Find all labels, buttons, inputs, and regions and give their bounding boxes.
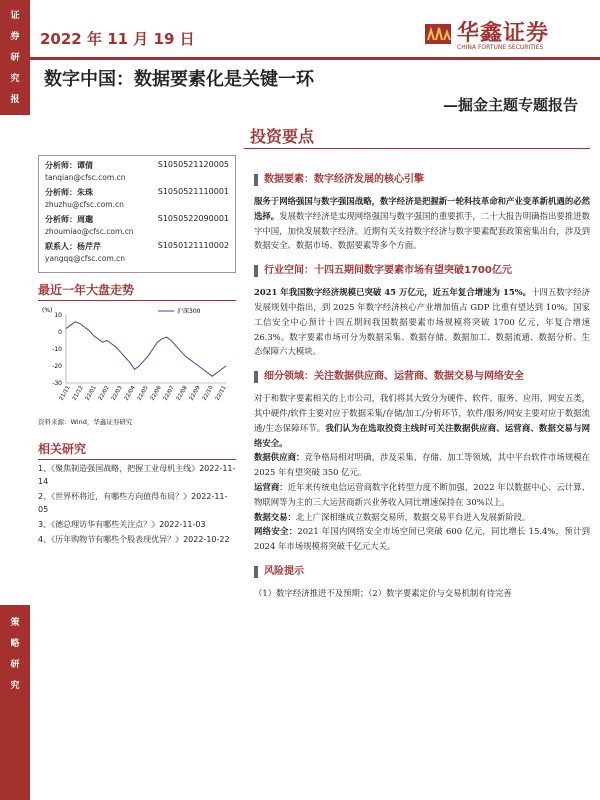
analyst-name: 联系人：杨芹芹 [45, 242, 101, 251]
y-axis-unit: (%) [42, 307, 53, 314]
x-tick-label: 22/11 [214, 385, 228, 402]
sidebar-char: 研 [10, 53, 20, 63]
section-heading [254, 369, 590, 385]
report-title: 数字中国：数据要素化是关键一环 [44, 69, 314, 90]
subitem-text: 竞争格局相对明确，涉及采集、存储、加工等领域，其中平台软件市场规模在 2025 年有望突破 350 亿元。 [254, 452, 590, 478]
sidebar-char: 告 [10, 116, 20, 126]
series-line [66, 322, 226, 376]
subitem-text: 2021 年国内网络安全市场空间已突破 600 亿元，同比增长 15.4%，预计到 2024 年市场规模将突破千亿元大关。 [254, 526, 590, 552]
body-text: （1）数字经济推进不及预期；（2）数字要素定价与交易机制有待完善 [254, 587, 512, 598]
analyst-name: 分析师：谭倩 [45, 161, 93, 170]
body-text: 发展数字经济是实现网络强国与数字强国的重要抓手，二十大报告明确指出要推进数字中国，加快发展数字经济。近期有关支持数字经济与数字要素配套政策密集出台，涉及到数据安全、数据市场、数据要素等多个方面。 [254, 210, 590, 251]
subitem [254, 510, 590, 525]
sidebar-bottom-text [0, 605, 30, 697]
subitem [254, 524, 590, 554]
x-tick-label: 22/03 [110, 385, 124, 402]
sidebar-top-text [0, 0, 30, 132]
heading-bar [254, 265, 258, 277]
x-tick-label: 21/11 [58, 385, 72, 402]
legend-label: 沪深300 [177, 308, 201, 315]
x-tick-label: 22/06 [149, 385, 163, 402]
section-body [254, 391, 590, 450]
subitem-text: 近年来传统电信运营商数字化转型力度不断加强，2022 年以数据中心、云计算、物联网等为主的三大运营商新兴业务收入同比增速保持在 30%以上。 [254, 481, 590, 507]
related-title: 相关研究 [38, 440, 236, 460]
x-tick-label: 22/09 [188, 385, 202, 402]
sidebar-char: 略 [10, 639, 20, 649]
analyst [45, 214, 229, 236]
analyst-name: 分析师：朱珠 [45, 188, 93, 197]
analyst-code: S1050521110001 [157, 187, 229, 196]
x-tick-label: 22/05 [136, 385, 150, 402]
market-chart [38, 305, 236, 415]
analyst-code: S1050521120005 [157, 160, 229, 169]
subitem-label: 数据交易： [254, 511, 296, 522]
sidebar-char: 策 [10, 618, 20, 628]
analyst-name: 分析师：周邈 [45, 215, 93, 224]
subitem [254, 480, 590, 510]
related-item[interactable]: 3、《德总理访华有哪些关注点？》2022-11-03 [38, 520, 206, 529]
x-tick-label: 22/07 [162, 385, 176, 402]
body-text: 对于和数字要素相关的上市公司，我们将其大致分为硬件、软件、服务、应用、网安五类，其中硬件/软件主要对应于数据采集/存储/加工/分析环节，软件/服务/网安主要对应于数据流通/生态保障环节。 [254, 393, 590, 433]
sidebar-char: 究 [10, 681, 20, 691]
sidebar-char: 究 [10, 74, 20, 84]
lead-text: 2021 年我国数字经济规模已突破 45 万亿元，近五年复合增速为 15%。 [254, 287, 532, 298]
x-tick-label: 22/01 [84, 385, 98, 402]
y-tick-label: 0 [58, 329, 62, 336]
section-heading [254, 172, 590, 188]
bold-tail: 我们认为在选取投资主线时可关注数据供应商、运营商、数据交易与网络安全。 [254, 422, 591, 448]
section-heading [254, 564, 590, 580]
heading-bar [254, 371, 258, 383]
report-date: 2022 年 11 月 19 日 [40, 30, 195, 48]
header-rule [30, 57, 600, 60]
sidebar-char: 券 [10, 32, 20, 42]
heading-text: 细分领域：关注数据供应商、运营商、数据交易与网络安全 [264, 371, 524, 383]
analyst [45, 160, 229, 182]
subitem-text: 北上广深相继成立数据交易所，数据交易平台进入发展新阶段。 [295, 511, 531, 522]
heading-bar [254, 566, 258, 578]
chart-svg [38, 305, 236, 415]
section-body [254, 586, 590, 601]
company-logo [425, 14, 590, 54]
subitem-label: 运营商： [254, 481, 288, 492]
y-tick-label: 10 [54, 312, 62, 319]
right-column [254, 172, 590, 611]
x-tick-label: 22/02 [97, 385, 111, 402]
sidebar-top [0, 0, 30, 126]
left-column [38, 155, 236, 546]
logo-subtext: CHINA FORTUNE SECURITIES [457, 44, 544, 51]
subitem [254, 450, 590, 480]
related-item[interactable]: 1、《聚焦制造强国战略，把握工业母机主线》2022-11-14 [38, 464, 236, 486]
sidebar-char: 研 [10, 660, 20, 670]
sidebar-bottom [0, 605, 30, 800]
analyst-code: S1050121110002 [157, 241, 229, 250]
x-tick-label: 22/04 [123, 385, 137, 402]
x-tick-label: 22/08 [175, 385, 189, 402]
analyst-email[interactable]: zhoumiao@cfsc.com.cn [45, 227, 134, 236]
y-tick-label: -20 [52, 363, 62, 370]
analyst [45, 187, 229, 209]
x-tick-label: 21/12 [71, 385, 85, 402]
chart-title: 最近一年大盘走势 [38, 281, 236, 301]
subitem-label: 数据供应商： [254, 452, 305, 463]
analyst-email[interactable]: tanqian@cfsc.com.cn [45, 173, 126, 182]
x-tick-label: 22/10 [201, 385, 215, 402]
chart-source: 资料来源：Wind，华鑫证券研究 [38, 418, 133, 426]
heading-text: 行业空间：十四五期间数字要素市场有望突破1700亿元 [264, 265, 512, 277]
logo-text: 华鑫证券 [457, 21, 550, 46]
subitem-label: 网络安全： [254, 526, 298, 537]
report-subtitle: —掘金主题专题报告 [442, 96, 578, 114]
heading-bar [254, 174, 258, 186]
section-heading [254, 263, 590, 279]
section-body [254, 194, 590, 253]
section-rule [244, 148, 590, 149]
lead-text: 服务于网络强国与数字强国战略，数字经济是把握新一轮科技革命和产业变革新机遇的必然选择。 [254, 196, 590, 221]
related-item[interactable]: 2、《世界杯将近，有哪些方向值得布局？》2022-11-05 [38, 492, 228, 514]
y-tick-label: -10 [52, 346, 62, 353]
heading-text: 数据要素：数字经济发展的核心引擎 [264, 174, 424, 185]
heading-text: 风险提示 [264, 565, 304, 577]
sidebar-char: 报 [10, 95, 20, 105]
related-item[interactable]: 4、《历年购物节有哪些个股表现优异？》2022-10-22 [38, 535, 230, 544]
section-head: 投资要点 [250, 127, 315, 146]
analyst-code: S1050522090001 [157, 214, 229, 223]
analyst [45, 241, 229, 263]
y-tick-label: -30 [52, 380, 62, 387]
body-text: 十四五数字经济发展规划中指出，到 2025 年数字经济核心产业增加值占 GDP 比重有望达到 10%。国家工信安全中心预计十四五期间我国数据要素市场规模将突破 1700 亿元，年复合增速 26.3%。数字要素市场可分为数据采集、数据存储、数据加工、数据流通、数据分析、生态保障六大模块。 [254, 287, 590, 357]
analyst-box [38, 155, 236, 273]
analyst-email[interactable]: zhuzhu@cfsc.com.cn [45, 200, 124, 209]
analyst-email[interactable]: yangqq@cfsc.com.cn [45, 254, 126, 263]
sidebar-char: 证 [10, 11, 20, 21]
logo-mark-icon [425, 24, 451, 44]
section-body [254, 285, 590, 359]
